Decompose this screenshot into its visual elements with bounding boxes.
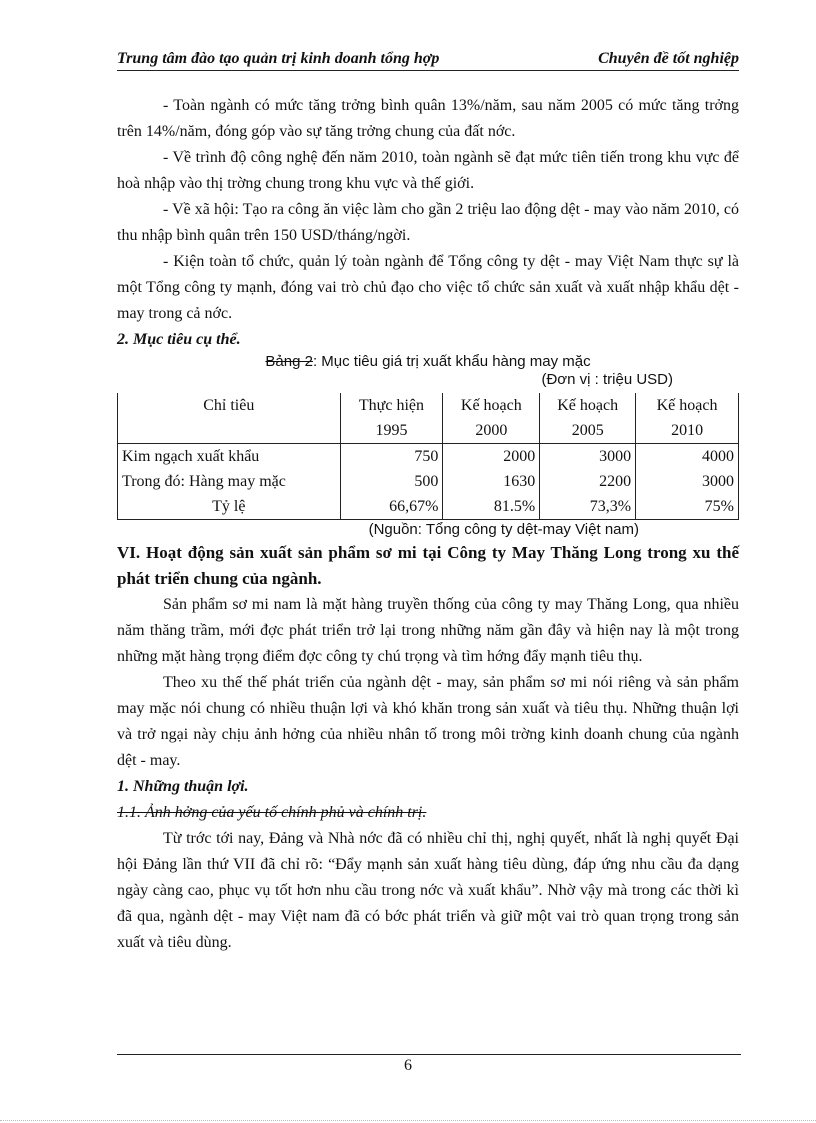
- table-source: (Nguồn: Tổng công ty dệt-may Việt nam): [368, 521, 639, 538]
- row-label: Trong đó: Hàng may mặc: [118, 469, 341, 494]
- table-cell: 2200: [540, 469, 636, 494]
- page-number: 6: [404, 1057, 412, 1074]
- header-left: Trung tâm đào tạo quản trị kinh doanh tổng hợp: [117, 50, 440, 67]
- header-cell: 2010: [636, 418, 739, 444]
- header-cell: Chỉ tiêu: [118, 393, 341, 418]
- table-cell: 1630: [443, 469, 540, 494]
- caption-prefix: Bảng 2: [265, 353, 313, 370]
- table-cell: 750: [340, 444, 443, 470]
- page-header: [117, 48, 739, 71]
- header-cell: [118, 418, 341, 444]
- header-cell: Kế hoạch: [636, 393, 739, 418]
- header-cell: Kế hoạch: [443, 393, 540, 418]
- row-label: Kim ngạch xuất khẩu: [118, 444, 341, 470]
- footer-rule: [117, 1054, 741, 1055]
- table-cell: 3000: [540, 444, 636, 470]
- table-cell: 3000: [636, 469, 739, 494]
- paragraph: - Kiện toàn tổ chức, quản lý toàn ngành để Tổng công ty dệt - may Việt Nam thực sự là một Tổng công ty mạnh, đóng vai trò chủ đạo cho việc tổ chức sản xuất và xuất nhập khẩu dệt - may trong cả nớc.: [117, 253, 739, 322]
- row-label: Tỷ lệ: [118, 494, 341, 520]
- document-body: [117, 93, 739, 956]
- paragraph: Từ trớc tới nay, Đảng và Nhà nớc đã có nhiều chỉ thị, nghị quyết, nhất là nghị quyết Đại hội Đảng lần thứ VII đã chỉ rõ: “Đẩy mạnh sản xuất hàng tiêu dùng, đáp ứng nhu cầu đa dạng ngày càng cao, phục vụ tốt hơn nhu cầu trong nớc và xuất khẩu”. Nhờ vậy mà trong các thời kì đã qua, ngành dệt - may Việt nam đã có bớc phát triển và giữ một vai trò quan trọng trong sản xuất và tiêu dùng.: [117, 830, 739, 951]
- section-heading: 2. Mục tiêu cụ thể.: [117, 331, 241, 348]
- table-cell: 81.5%: [443, 494, 540, 520]
- table-caption: [117, 353, 739, 371]
- table-row: [118, 469, 739, 494]
- table-cell: 66,67%: [340, 494, 443, 520]
- header-cell: Thực hiện: [340, 393, 443, 418]
- page-edge: [0, 1120, 816, 1121]
- table-cell: 73,3%: [540, 494, 636, 520]
- table-cell: 2000: [443, 444, 540, 470]
- caption-text: : Mục tiêu giá trị xuất khẩu hàng may mặc: [312, 353, 591, 370]
- section-heading: VI. Hoạt động sản xuất sản phẩm sơ mi tại Công ty May Thăng Long trong xu thế phát triển chung của ngành.: [117, 543, 739, 588]
- header-right: Chuyên đề tốt nghiệp: [598, 50, 739, 67]
- paragraph: Theo xu thế thế phát triển của ngành dệt - may, sản phẩm sơ mi nói riêng và sản phẩm may mặc nói chung có nhiều thuận lợi và khó khăn trong sản xuất và tiêu thụ. Những thuận lợi và trở ngại này chịu ảnh hởng của nhiều nhân tố trong môi trờng kinh doanh chung của ngành dệt - may.: [117, 674, 739, 769]
- header-cell: 2005: [540, 418, 636, 444]
- paragraph: Sản phẩm sơ mi nam là mặt hàng truyền thống của công ty may Thăng Long, qua nhiều năm thăng trầm, mới đợc phát triển trở lại trong những năm gần đây và hiện nay là một trong những mặt hàng trọng điểm đợc công ty chú trọng và tìm hớng đẩy mạnh tiêu thụ.: [117, 596, 739, 665]
- table-cell: 4000: [636, 444, 739, 470]
- subsection-heading: 1.1. Ảnh hởng của yếu tố chính phủ và chính trị.: [117, 804, 427, 821]
- paragraph: - Về trình độ công nghệ đến năm 2010, toàn ngành sẽ đạt mức tiên tiến trong khu vực để hoà nhập vào thị trờng chung trong khu vực và thế giới.: [117, 149, 739, 192]
- header-cell: 1995: [340, 418, 443, 444]
- table-row: [118, 494, 739, 520]
- table-unit: (Đơn vị : triệu USD): [541, 371, 673, 388]
- table-cell: 500: [340, 469, 443, 494]
- table-row: [118, 444, 739, 470]
- section-heading: 1. Những thuận lợi.: [117, 778, 249, 795]
- data-table: [117, 393, 739, 520]
- header-cell: 2000: [443, 418, 540, 444]
- paragraph: - Toàn ngành có mức tăng trởng bình quân 13%/năm, sau năm 2005 có mức tăng trởng trên 14%/năm, đóng góp vào sự tăng trởng chung của đất nớc.: [117, 97, 739, 140]
- table-cell: 75%: [636, 494, 739, 520]
- header-cell: Kế hoạch: [540, 393, 636, 418]
- paragraph: - Về xã hội: Tạo ra công ăn việc làm cho gần 2 triệu lao động dệt - may vào năm 2010, có thu nhập bình quân trên 150 USD/tháng/ngời.: [117, 201, 739, 244]
